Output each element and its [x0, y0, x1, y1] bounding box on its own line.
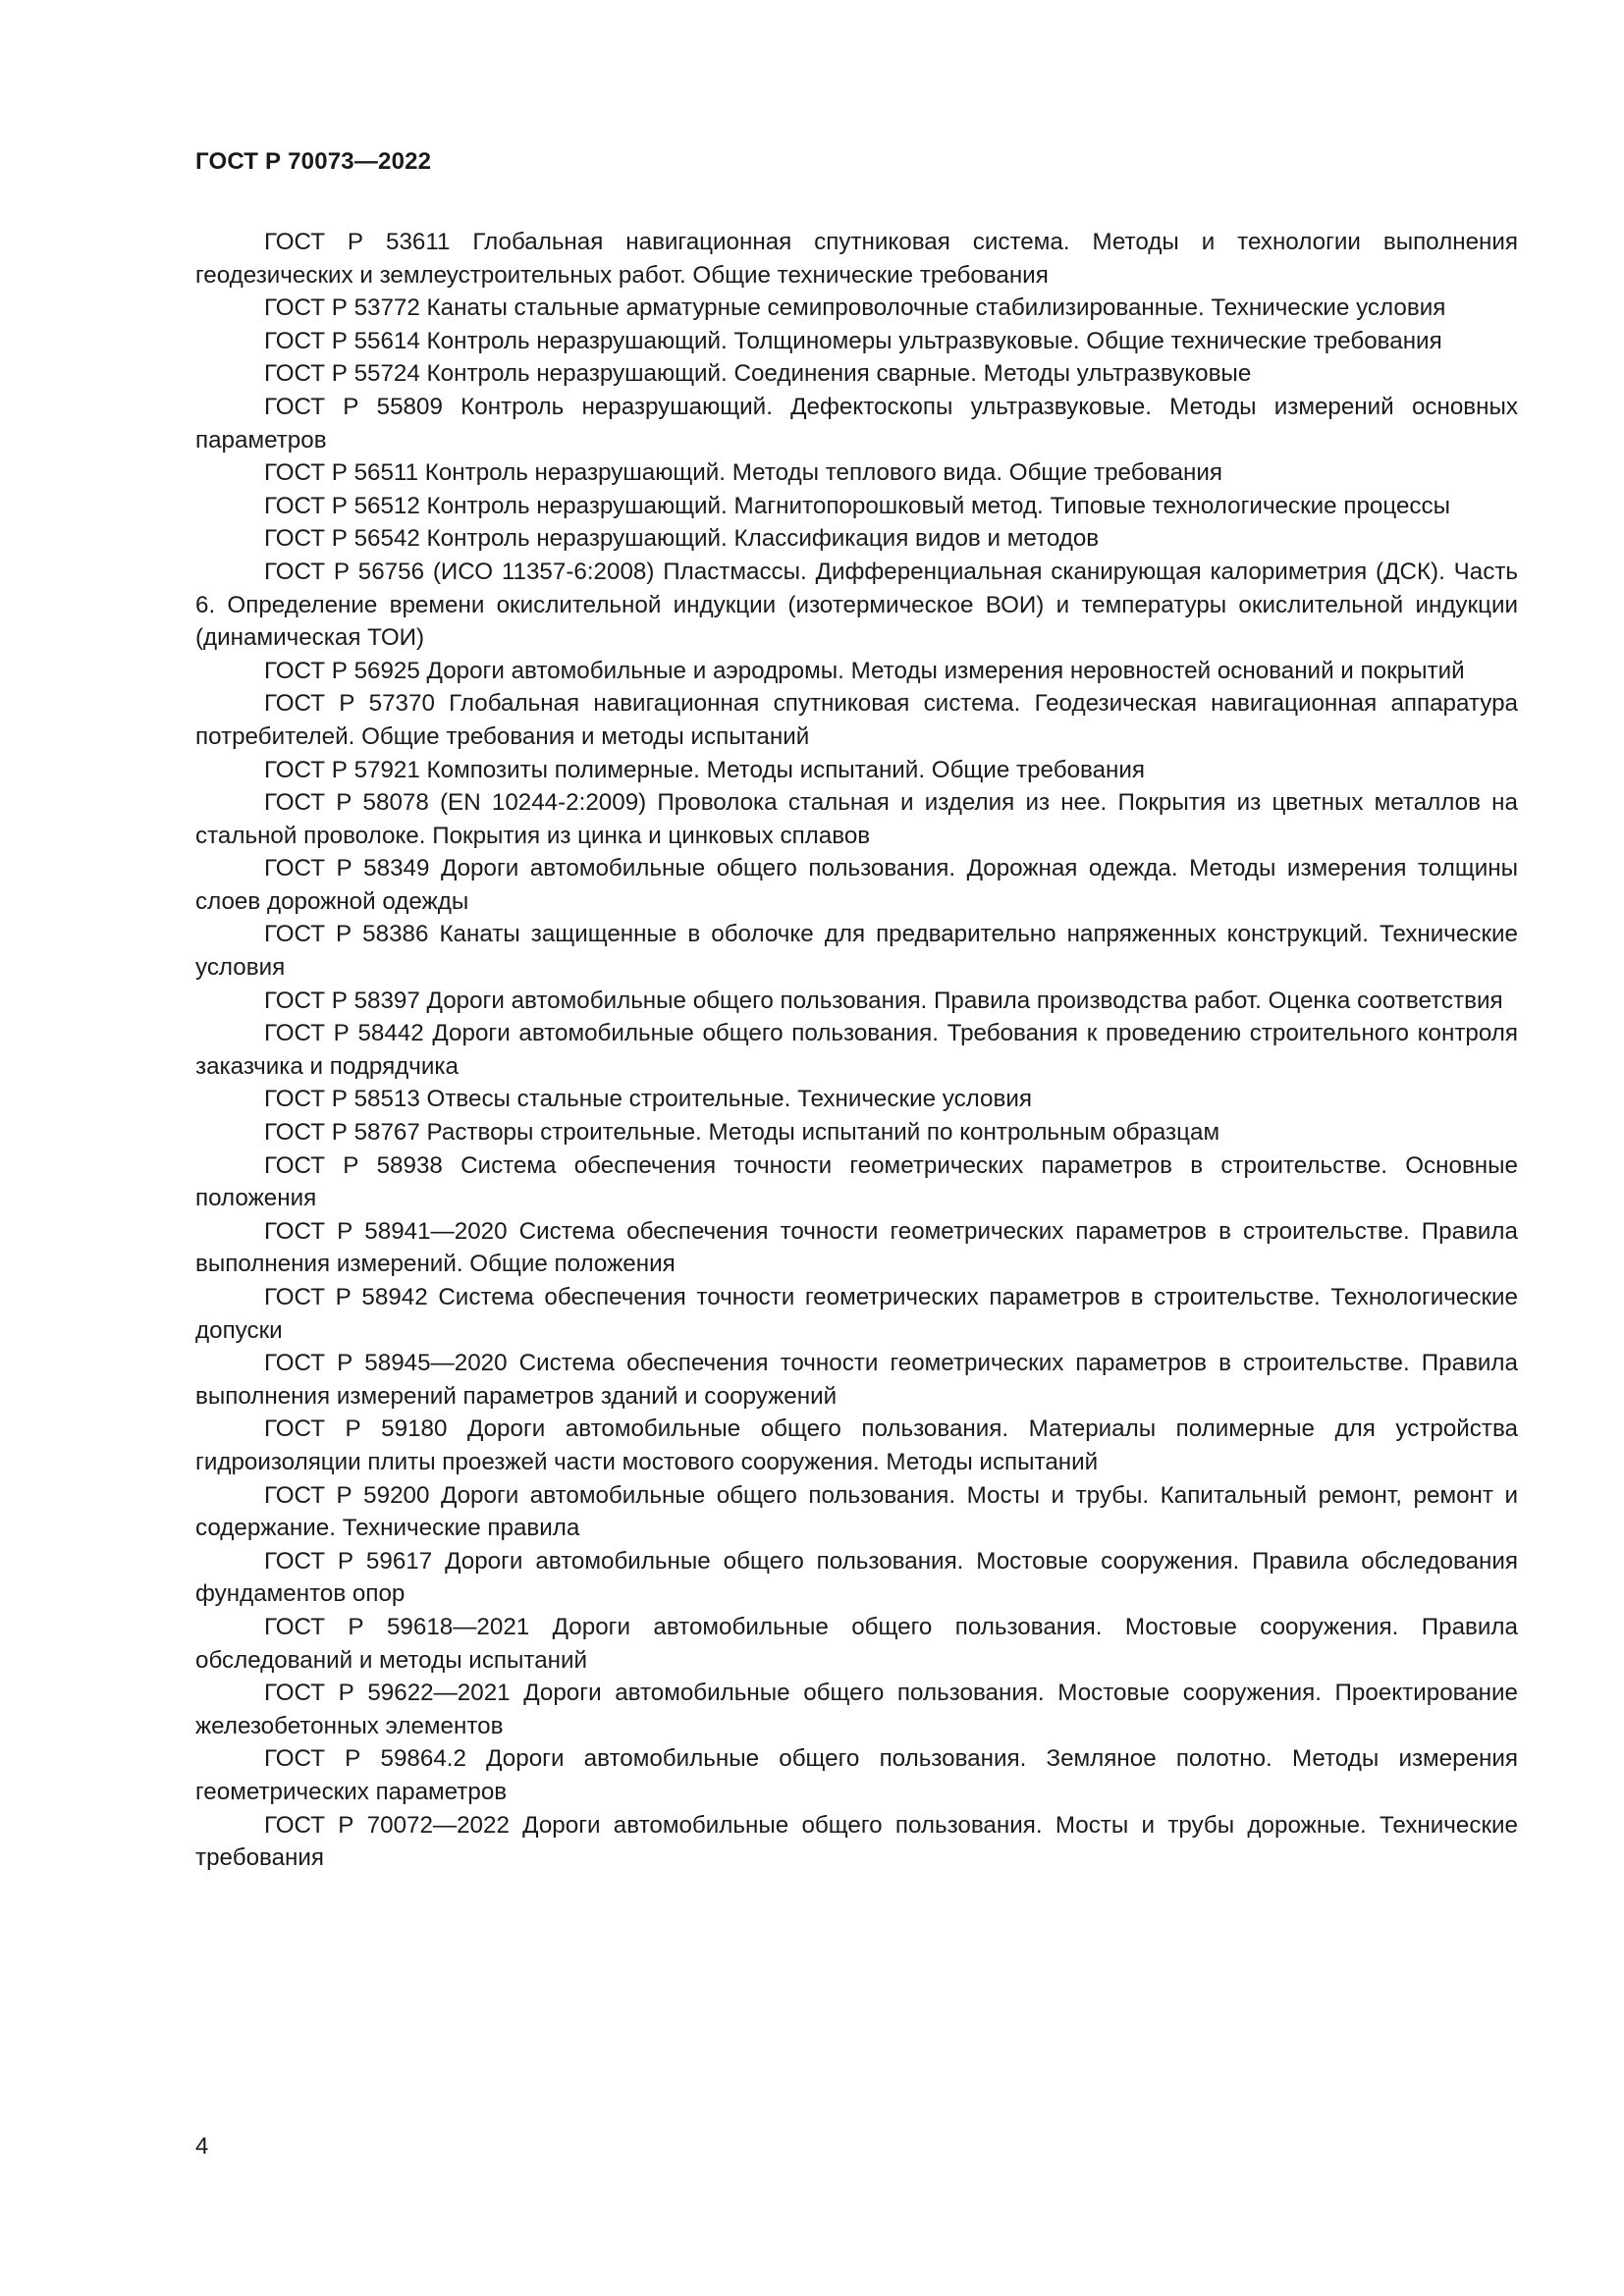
reference-item: ГОСТ Р 53611 Глобальная навигационная спутниковая система. Методы и технологии выполнения геодезических и землеустроительных работ. Общие технические требования — [195, 229, 1518, 289]
reference-item: ГОСТ Р 56511 Контроль неразрушающий. Методы теплового вида. Общие требования — [264, 459, 1223, 487]
reference-item: ГОСТ Р 59618—2021 Дороги автомобильные общего пользования. Мостовые сооружения. Правила обследований и методы испытаний — [195, 1613, 1518, 1674]
reference-item: ГОСТ Р 58942 Система обеспечения точности геометрических параметров в строительстве. Технологические допуски — [195, 1284, 1518, 1344]
reference-item: ГОСТ Р 58945—2020 Система обеспечения точности геометрических параметров в строительстве. Правила выполнения измерений параметров зданий и сооружений — [195, 1350, 1518, 1410]
reference-item: ГОСТ Р 55724 Контроль неразрушающий. Соединения сварные. Методы ультразвуковые — [264, 360, 1252, 388]
reference-item: ГОСТ Р 58349 Дороги автомобильные общего пользования. Дорожная одежда. Методы измерения толщины слоев дорожной одежды — [195, 855, 1518, 915]
reference-item: ГОСТ Р 56756 (ИСО 11357-6:2008) Пластмассы. Дифференциальная сканирующая калориметрия (ДСК). Часть 6. Определение времени окислительной индукции (изотермическое ВОИ) и температуры окислительной индукции (динамическая ТОИ) — [195, 558, 1518, 652]
reference-item: ГОСТ Р 57921 Композиты полимерные. Методы испытаний. Общие требования — [264, 756, 1146, 783]
reference-item: ГОСТ Р 59200 Дороги автомобильные общего пользования. Мосты и трубы. Капитальный ремонт, ремонт и содержание. Технические правила — [195, 1481, 1518, 1542]
references-list — [195, 226, 1518, 1875]
reference-item: ГОСТ Р 59617 Дороги автомобильные общего пользования. Мостовые сооружения. Правила обследования фундаментов опор — [195, 1547, 1518, 1608]
reference-item: ГОСТ Р 55614 Контроль неразрушающий. Толщиномеры ультразвуковые. Общие технические требования — [264, 327, 1442, 354]
page-number: 4 — [195, 2133, 209, 2160]
reference-item: ГОСТ Р 70072—2022 Дороги автомобильные общего пользования. Мосты и трубы дорожные. Технические требования — [195, 1811, 1518, 1872]
reference-item: ГОСТ Р 58386 Канаты защищенные в оболочке для предварительно напряженных конструкций. Технические условия — [195, 921, 1518, 982]
reference-item: ГОСТ Р 59180 Дороги автомобильные общего пользования. Материалы полимерные для устройства гидроизоляции плиты проезжей части мостового сооружения. Методы испытаний — [195, 1415, 1518, 1475]
reference-item: ГОСТ Р 58941—2020 Система обеспечения точности геометрических параметров в строительстве. Правила выполнения измерений. Общие положения — [195, 1217, 1518, 1278]
reference-item: ГОСТ Р 56542 Контроль неразрушающий. Классификация видов и методов — [264, 525, 1100, 553]
reference-item: ГОСТ Р 56512 Контроль неразрушающий. Магнитопорошковый метод. Типовые технологические процессы — [264, 492, 1450, 519]
reference-item: ГОСТ Р 58513 Отвесы стальные строительные. Технические условия — [264, 1086, 1032, 1113]
reference-item: ГОСТ Р 57370 Глобальная навигационная спутниковая система. Геодезическая навигационная аппаратура потребителей. Общие требования и методы испытаний — [195, 690, 1518, 750]
reference-item: ГОСТ Р 59622—2021 Дороги автомобильные общего пользования. Мостовые сооружения. Проектирование железобетонных элементов — [195, 1680, 1518, 1739]
reference-item: ГОСТ Р 53772 Канаты стальные арматурные семипроволочные стабилизированные. Технические условия — [264, 294, 1446, 322]
reference-item: ГОСТ Р 58442 Дороги автомобильные общего пользования. Требования к проведению строительного контроля заказчика и подрядчика — [195, 1020, 1518, 1080]
reference-item: ГОСТ Р 55809 Контроль неразрушающий. Дефектоскопы ультразвуковые. Методы измерений основных параметров — [195, 393, 1518, 454]
document-header: ГОСТ Р 70073—2022 — [195, 148, 432, 175]
reference-item: ГОСТ Р 56925 Дороги автомобильные и аэродромы. Методы измерения неровностей оснований и покрытий — [264, 657, 1465, 684]
reference-item: ГОСТ Р 58078 (EN 10244-2:2009) Проволока стальная и изделия из нее. Покрытия из цветных металлов на стальной проволоке. Покрытия из цинка и цинковых сплавов — [195, 789, 1518, 849]
reference-item: ГОСТ Р 58938 Система обеспечения точности геометрических параметров в строительстве. Основные положения — [195, 1151, 1518, 1212]
reference-item: ГОСТ Р 59864.2 Дороги автомобильные общего пользования. Земляное полотно. Методы измерения геометрических параметров — [195, 1745, 1518, 1805]
reference-item: ГОСТ Р 58397 Дороги автомобильные общего пользования. Правила производства работ. Оценка соответствия — [264, 987, 1503, 1014]
reference-item: ГОСТ Р 58767 Растворы строительные. Методы испытаний по контрольным образцам — [264, 1119, 1220, 1147]
